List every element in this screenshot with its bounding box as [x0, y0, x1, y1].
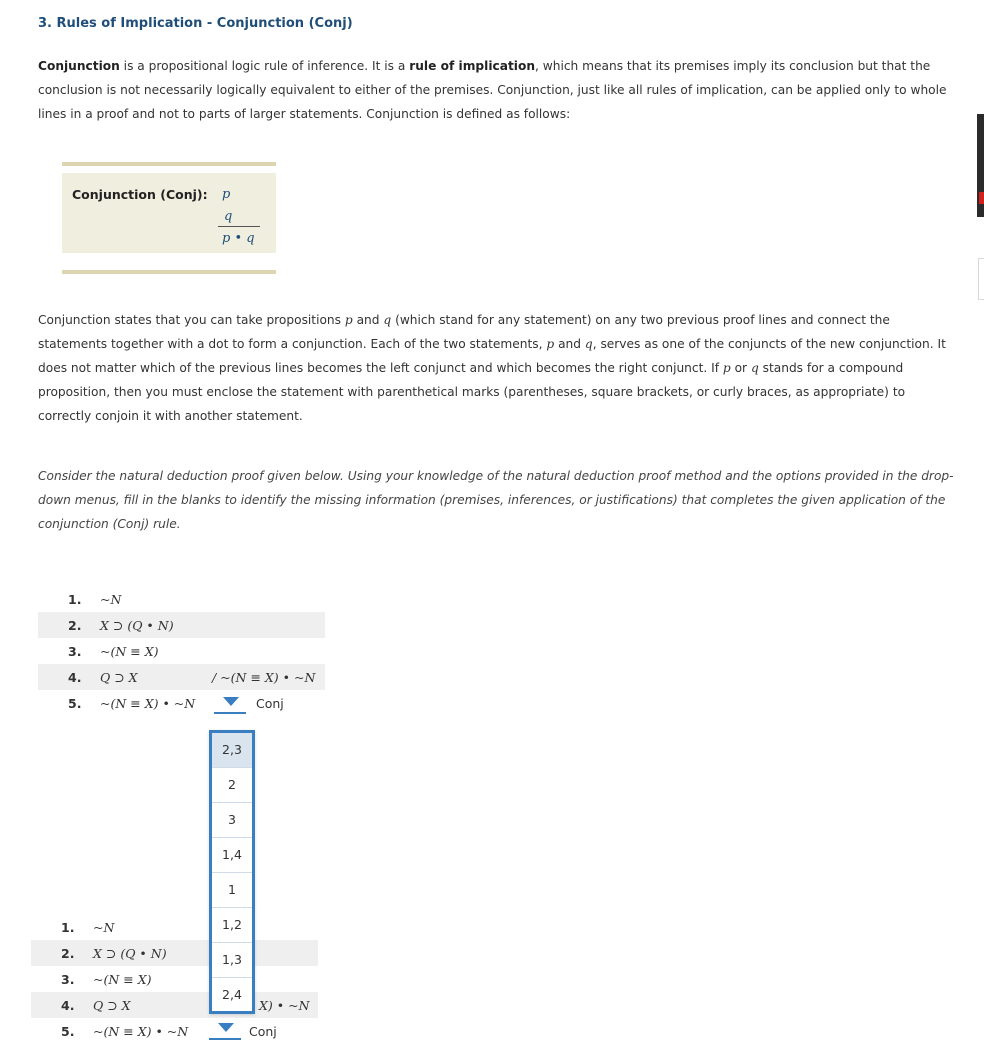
line-statement: Q ⊃ X: [93, 998, 131, 1013]
chevron-down-icon: [218, 1023, 234, 1032]
explanation-text: stands for a compound proposition, then you must enclose the statement with parenthetical marks (parentheses, square brackets, or curly braces, as appropriate) to correctly conjoin it with another statement.: [38, 361, 906, 423]
intro-text-2: , which means that its premises imply its conclusion but that the conclusion is not necessarily logically equivalent to either of the premises. Conjunction, just like all rules of implication, can be applied only to whole lines in a proof and not to parts of larger statements. Conjunction is defined as follows:: [38, 59, 947, 121]
explanation-text: and: [352, 313, 384, 327]
dropdown-option[interactable]: 2,3: [212, 733, 252, 768]
dropdown-option[interactable]: 1,2: [212, 908, 252, 943]
proof-line: [38, 664, 325, 690]
proof-line: [38, 690, 325, 716]
justification-dropdown-menu[interactable]: [209, 730, 255, 1014]
rule-conclusion: p • q: [222, 231, 255, 246]
explanation-text: and: [554, 337, 585, 351]
line-statement: X ⊃ (Q • N): [93, 946, 167, 961]
dropdown-option[interactable]: 1: [212, 873, 252, 908]
proof-line: [31, 992, 318, 1018]
rule-premise-p: p: [222, 187, 231, 202]
dropdown-option[interactable]: 1,3: [212, 943, 252, 978]
explanation-paragraph: [38, 308, 958, 428]
proof-line: [31, 966, 318, 992]
var-p: p: [344, 313, 353, 327]
proof-line: [38, 638, 325, 664]
rule-definition-panel: [62, 173, 276, 253]
line-number: 5.: [68, 696, 82, 711]
line-statement: ~N: [100, 592, 122, 607]
var-p: p: [722, 361, 731, 375]
intro-paragraph: [38, 54, 958, 126]
line-number: 2.: [61, 946, 75, 961]
justification-dropdown[interactable]: [214, 692, 246, 714]
line-statement: Q ⊃ X: [100, 670, 138, 685]
line-statement: ~(N ≡ X) • ~N: [93, 1024, 189, 1039]
rule-premise-q: q: [224, 209, 233, 224]
line-statement: ~(N ≡ X): [100, 644, 159, 659]
edge-indicator: [979, 192, 984, 204]
proof-conclusion: X) • ~N: [259, 998, 310, 1013]
line-number: 2.: [68, 618, 82, 633]
line-number: 4.: [68, 670, 82, 685]
dropdown-option[interactable]: 2,4: [222, 987, 242, 1002]
line-number: 1.: [68, 592, 82, 607]
intro-bold-term: rule of implication: [409, 59, 535, 73]
dropdown-option[interactable]: 3: [212, 803, 252, 838]
var-q: q: [584, 337, 593, 351]
intro-term: Conjunction: [38, 59, 120, 73]
line-statement: ~N: [93, 920, 115, 935]
line-statement: ~(N ≡ X): [93, 972, 152, 987]
justification-rule: Conj: [256, 696, 284, 711]
proof-line: [31, 940, 318, 966]
section-title: 3. Rules of Implication - Conjunction (Conj): [38, 16, 353, 31]
proof-line: [31, 1018, 318, 1044]
justification-rule: Conj: [249, 1024, 277, 1039]
line-number: 3.: [68, 644, 82, 659]
dropdown-option[interactable]: 1,4: [212, 838, 252, 873]
rule-definition-box: [62, 162, 276, 274]
explanation-text: , serves as one of the conjuncts of the new conjunction. It does not matter which of the previous lines becomes the left conjunct and which becomes the right conjunct. If: [38, 337, 946, 375]
line-number: 1.: [61, 920, 75, 935]
var-p: p: [546, 337, 555, 351]
rule-name: Conjunction (Conj):: [72, 187, 208, 202]
line-number: 3.: [61, 972, 75, 987]
var-q: q: [750, 361, 759, 375]
explanation-text: or: [730, 361, 751, 375]
rule-inference-line: [218, 226, 260, 227]
line-number: 4.: [61, 998, 75, 1013]
proof-line: [38, 612, 325, 638]
intro-text-1: is a propositional logic rule of inference. It is a: [119, 59, 410, 73]
explanation-text: Conjunction states that you can take propositions: [38, 313, 345, 327]
line-statement: ~(N ≡ X) • ~N: [100, 696, 196, 711]
line-number: 5.: [61, 1024, 75, 1039]
dropdown-option[interactable]: 2: [212, 768, 252, 803]
justification-dropdown[interactable]: [209, 1018, 241, 1040]
proof-line: [31, 914, 318, 940]
explanation-text: (which stand for any statement) on any two previous proof lines and connect the statements together with a dot to form a conjunction. Each of the two statements,: [38, 313, 890, 351]
proof-conclusion: / ~(N ≡ X) • ~N: [212, 670, 316, 685]
line-statement: X ⊃ (Q • N): [100, 618, 174, 633]
proof-line: [38, 586, 325, 612]
edge-tab[interactable]: [978, 258, 984, 300]
var-q: q: [383, 313, 392, 327]
instruction-paragraph: Consider the natural deduction proof given below. Using your knowledge of the natural deduction proof method and the options provided in the drop-down menus, fill in the blanks to identify the missing information (premises, inferences, or justifications) that completes the given application of the conjunction (Conj) rule.: [38, 469, 954, 531]
chevron-down-icon: [223, 697, 239, 706]
